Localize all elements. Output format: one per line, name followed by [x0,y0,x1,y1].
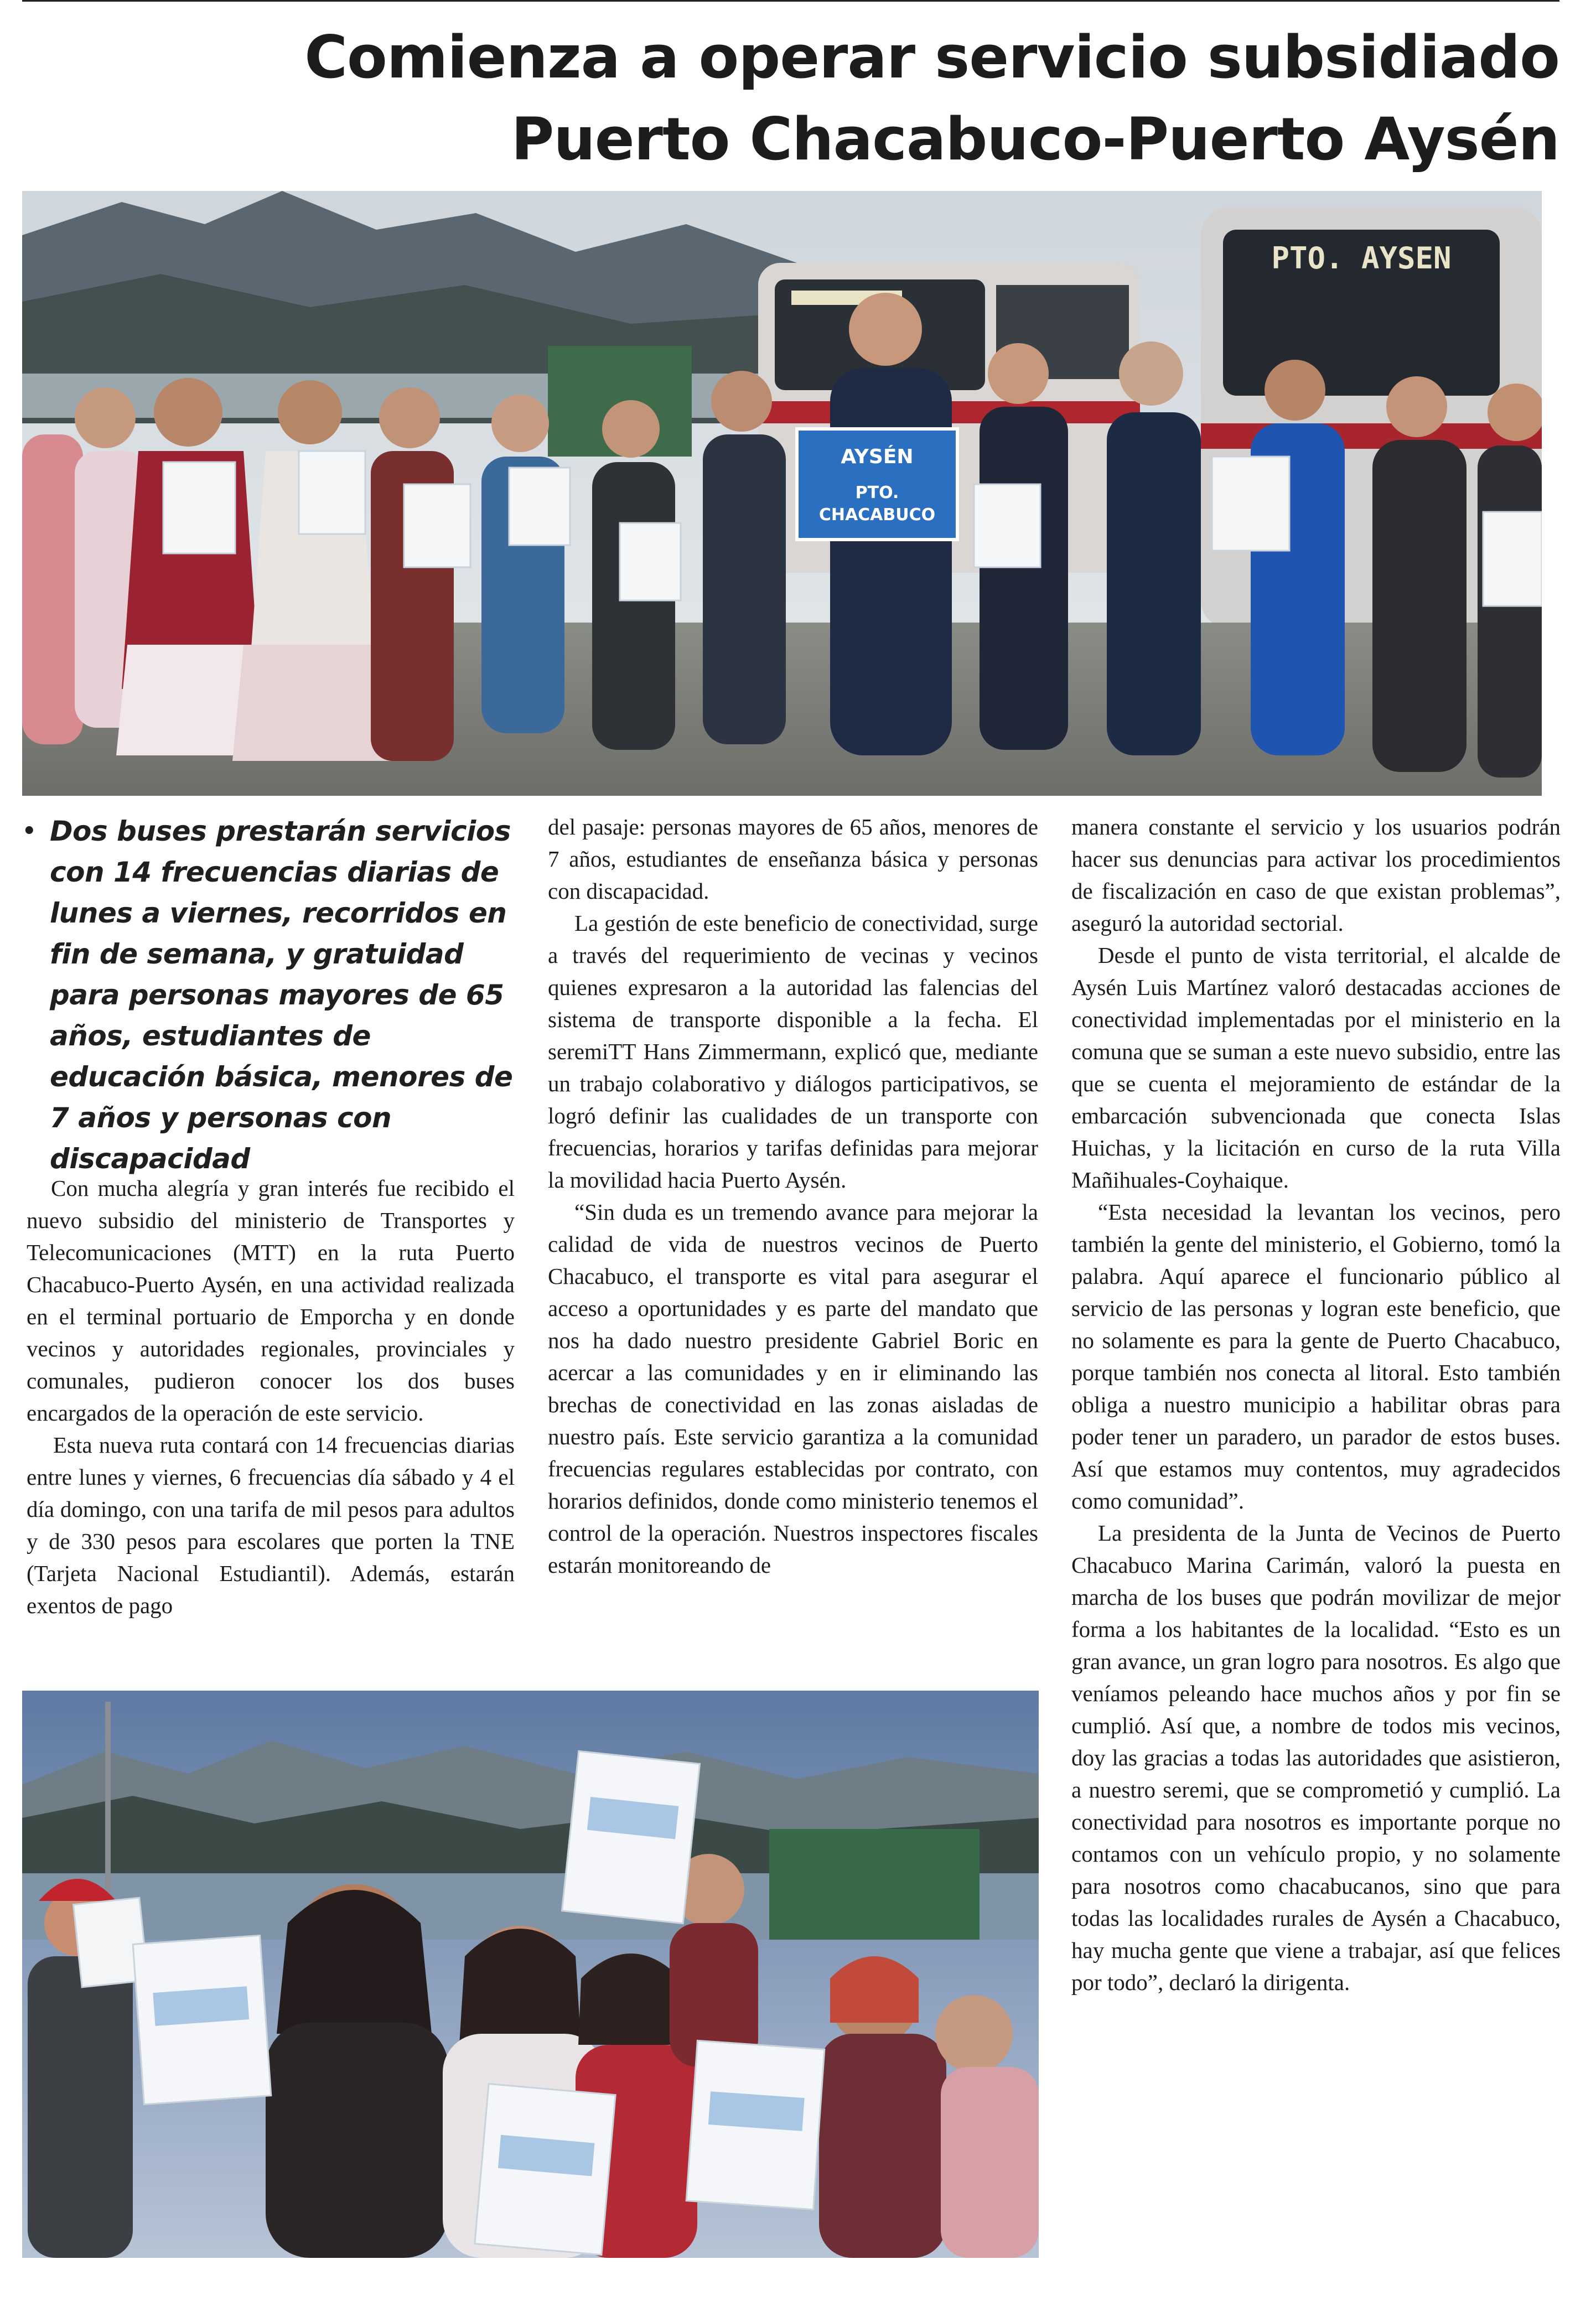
destination-sign [797,429,957,540]
sign-line-3: CHACABUCO [818,505,936,525]
lead-text: Dos buses prestarán servicios con 14 frecuencias diarias de lunes a viernes, recorridos en fin de semana, y gratuidad para personas mayores de 65 años, estudiantes de educación básica, menores de 7 años y personas con discapacidad [50,815,513,1175]
paragraph: Esta nueva ruta contará con 14 frecuencias diarias entre lunes y viernes, 6 frecuencias día sábado y 4 el día domingo, con una tarifa de mil pesos para adultos y de 330 pesos para escolares que porten la TNE (Tarjeta Nacional Estudiantil). Además, estarán exentos de pago [27,1432,515,1618]
article-column-3 [1071,811,1561,1998]
article-column-2 [548,811,1038,1581]
group-photo-residents [22,1691,1039,2258]
paragraph: del pasaje: personas mayores de 65 años, menores de 7 años, estudiantes de enseñanza básica y personas con discapacidad. [548,814,1038,904]
article-headline: Comienza a operar servicio subsidiado Puerto Chacabuco-Puerto Aysén [304,23,1559,173]
top-rule [22,0,1559,2]
paragraph: manera constante el servicio y los usuarios podrán hacer sus denuncias para activar los procedimientos de fiscalización en caso de que existan problemas”, aseguró la autoridad sectorial. [1071,814,1561,936]
paragraph: “Esta necesidad la levantan los vecinos, pero también la gente del ministerio, el Gobierno, tomó la palabra. Aquí aparece el funcionario público al servicio de las personas y logran este beneficio, que no solamente es para la gente de Puerto Chacabuco, porque también nos conecta al litoral. Esto también obliga a nuestro municipio a habilitar obras para poder tener un paradero, un parador de estos buses. Así que estamos muy contentos, muy agradecidos como comunidad”. [1071,1199,1561,1514]
article-column-1 [27,1172,515,1621]
sign-line-1: AYSÉN [841,445,914,468]
bus-destination-sign: PTO. AYSEN [1271,241,1452,276]
paragraph: Con mucha alegría y gran interés fue recibido el nuevo subsidio del ministerio de Transportes y Telecomunicaciones (MTT) en la ruta Puerto Chacabuco-Puerto Aysén, en una actividad realizada en el terminal portuario de Emporcha y en donde vecinos y autoridades regionales, provinciales y comunales, pudieron conocer los dos buses encargados de la operación de este servicio. [27,1175,515,1426]
paragraph: La gestión de este beneficio de conectividad, surge a través del requerimiento de vecinas y vecinos quienes expresaron a la autoridad las falencias del sistema de transporte disponible a la fecha. El seremiTT Hans Zimmermann, explicó que, mediante un trabajo colaborativo y diálogos participativos, se logró definir las cualidades de un transporte con frecuencias, horarios y tarifas definidas para mejorar la movilidad hacia Puerto Aysén. [548,910,1038,1193]
paragraph: “Sin duda es un tremendo avance para mejorar la calidad de vida de nuestros vecinos de Puerto Chacabuco, el transporte es vital para asegurar el acceso a oportunidades y es parte del mandato que nos ha dado nuestro presidente Gabriel Boric en acercar a las comunidades y en ir eliminando las brechas de conectividad en las zonas aisladas de nuestro país. Este servicio garantiza a la comunidad frecuencias regulares establecidas por contrato, con horarios definidos, donde como ministerio tenemos el control de la operación. Nuestros inspectores fiscales estarán monitoreando de [548,1199,1038,1578]
lead-bullet: • [22,818,37,844]
sign-line-2: PTO. [855,483,899,502]
group-photo-buses [22,191,1542,796]
article-lead [22,811,520,1179]
paragraph: La presidenta de la Junta de Vecinos de Puerto Chacabuco Marina Carimán, valoró la puesta en marcha de los buses que podrán movilizar de mejor forma a los habitantes de la localidad. “Esto es un gran avance, un gran logro para nosotros. Es algo que veníamos peleando hace muchos años y por fin se cumplió. Así que, a nombre de todos mis vecinos, doy las gracias a todas las autoridades que asistieron, a nuestro seremi, que se comprometió y cumplió. La conectividad para nosotros es importante porque no contamos con un vehículo propio, y no solamente para nosotros como chacabucanos, sino que para todas las localidades rurales de Aysén a Chacabuco, hay mucha gente que viene a trabajar, así que felices por todo”, declaró la dirigenta. [1071,1520,1561,1995]
paragraph: Desde el punto de vista territorial, el alcalde de Aysén Luis Martínez valoró destacadas acciones de conectividad implementadas por el ministerio en la comuna que se suman a este nuevo subsidio, entre las que se cuenta el mejoramiento de estándar de la embarcación subvencionada que conecta Islas Huichas, y la licitación en curso de la ruta Villa Mañihuales-Coyhaique. [1071,942,1561,1193]
